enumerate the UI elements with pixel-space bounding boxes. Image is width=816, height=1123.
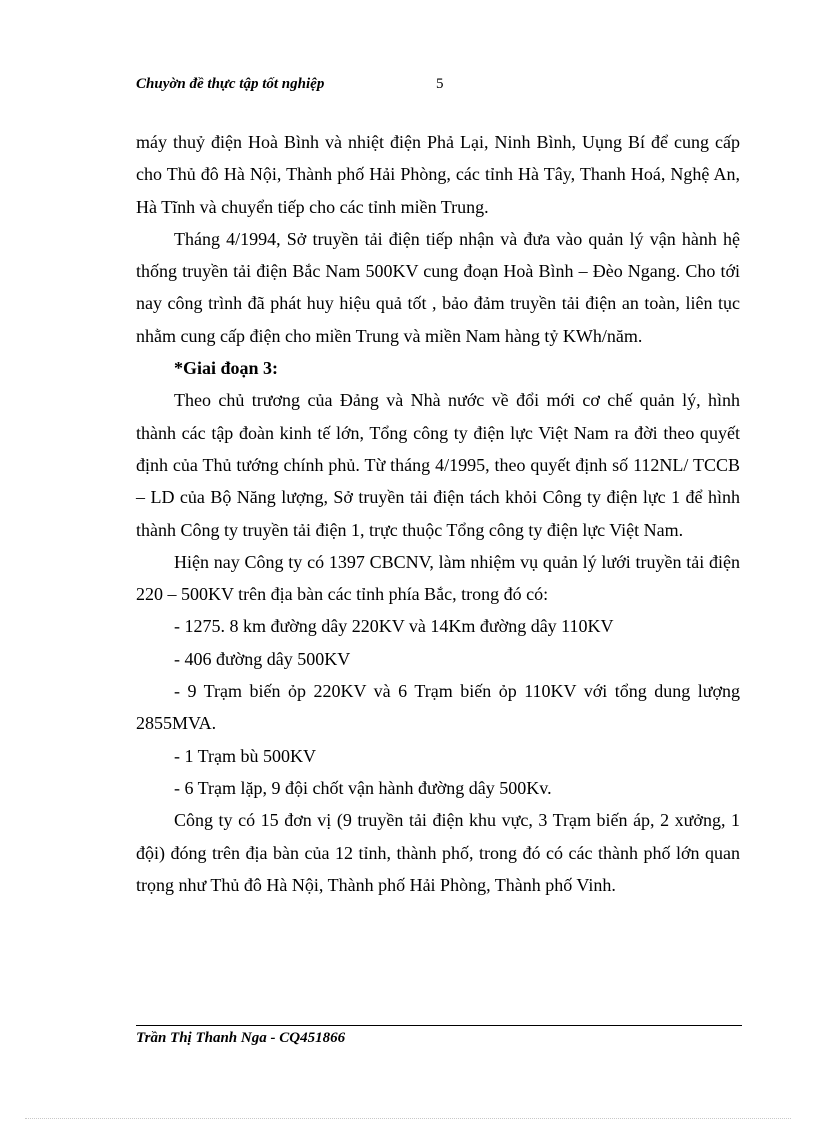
page-number: 5 <box>436 76 444 92</box>
list-item: - 1275. 8 km đường dây 220KV và 14Km đường dây 110KV <box>174 616 614 637</box>
paragraph-current-staff: Hiện nay Công ty có 1397 CBCNV, làm nhiệm vụ quản lý lưới truyền tải điện 220 – 500KV trên địa bàn các tỉnh phía Bắc, trong đó có: <box>136 551 740 605</box>
list-item: - 9 Trạm biến ỏp 220KV và 6 Trạm biến ỏp 110KV với tổng dung lượng 2855MVA. <box>136 681 740 734</box>
footer-divider <box>136 1025 742 1026</box>
paragraph-policy: Theo chủ trương của Đảng và Nhà nước về đổi mới cơ chế quản lý, hình thành các tập đoàn kinh tế lớn, Tổng công ty điện lực Việt Nam ra đời theo quyết định của Thủ tướng chính phủ. Từ tháng 4/1995, theo quyết định số 112NL/ TCCB – LD của Bộ Năng lượng, Sở truyền tải điện tách khỏi Công ty điện lực 1 để hình thành Công ty truyền tải điện 1, trực thuộc Tổng công ty điện lực Việt Nam. <box>136 390 740 540</box>
footer-author: Trần Thị Thanh Nga - CQ451866 <box>136 1030 346 1046</box>
list-item: - 406 đường dây 500KV <box>174 648 351 669</box>
paragraph-continuation: máy thuỷ điện Hoà Bình và nhiệt điện Phả Lại, Ninh Bình, Uụng Bí để cung cấp cho Thủ đô Hà Nội, Thành phố Hải Phòng, các tỉnh Hà Tây, Thanh Hoá, Nghệ An, Hà Tĩnh và chuyển tiếp cho các tỉnh miền Trung. <box>136 132 740 217</box>
header-title: Chuyờn đề thực tập tốt nghiệp <box>136 76 325 92</box>
paragraph-units: Công ty có 15 đơn vị (9 truyền tải điện khu vực, 3 Trạm biến áp, 2 xưởng, 1 đội) đóng trên địa bàn của 12 tỉnh, thành phố, trong đó có các thành phố lớn quan trọng như Thủ đô Hà Nội, Thành phố Hải Phòng, Thành phố Vinh. <box>136 810 740 895</box>
page-edge-divider <box>25 1118 791 1119</box>
body-text <box>136 126 740 901</box>
page-header <box>136 76 742 98</box>
section-heading-phase-3: *Giai đoạn 3: <box>174 358 279 379</box>
paragraph-april-1994: Tháng 4/1994, Sở truyền tải điện tiếp nhận và đưa vào quản lý vận hành hệ thống truyền tải điện Bắc Nam 500KV cung đoạn Hoà Bình – Đèo Ngang. Cho tới nay công trình đã phát huy hiệu quả tốt , bảo đảm truyền tải điện an toàn, liên tục nhằm cung cấp điện cho miền Trung và miền Nam hàng tỷ KWh/năm. <box>136 228 740 346</box>
list-item: - 1 Trạm bù 500KV <box>174 745 317 766</box>
list-item: - 6 Trạm lặp, 9 đội chốt vận hành đường dây 500Kv. <box>174 777 552 798</box>
